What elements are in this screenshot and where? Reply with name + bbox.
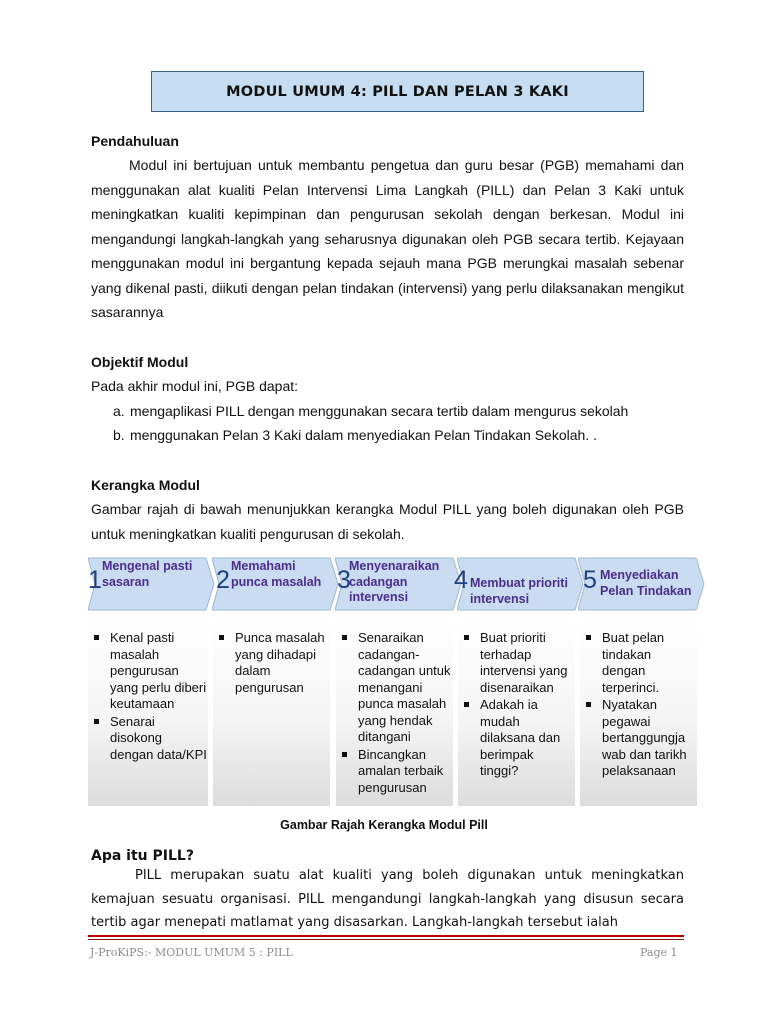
stage-1-number: 1 bbox=[88, 566, 102, 594]
stage-4-header bbox=[454, 556, 585, 612]
kerangka-heading: Kerangka Modul bbox=[91, 477, 200, 493]
pill-heading: Apa itu PILL? bbox=[91, 848, 194, 864]
stage-4-number: 4 bbox=[454, 566, 468, 594]
stage-5-bullet: Buat pelan tindakan dengan terperinci. bbox=[580, 630, 697, 696]
stage-3-header bbox=[335, 556, 463, 612]
stage-1-bullet: Kenal pasti masalah pengurusan yang perlu diberi keutamaan bbox=[88, 630, 208, 713]
objektif-item-b: b. menggunakan Pelan 3 Kaki dalam menyediakan Pelan Tindakan Sekolah. . bbox=[113, 427, 597, 443]
diagram-caption: Gambar Rajah Kerangka Modul Pill bbox=[280, 818, 488, 832]
stage-2-label: Memahami punca masalah bbox=[231, 559, 322, 589]
footer-page-number: Page 1 bbox=[640, 946, 678, 959]
stage-5-bullet: Nyatakan pegawai bertanggungja wab dan tarikh pelaksanaan bbox=[580, 697, 697, 780]
stage-3-label: Menyenaraikan cadangan intervensi bbox=[349, 559, 440, 604]
stage-2-number: 2 bbox=[216, 566, 230, 594]
stage-1-header bbox=[88, 556, 216, 612]
stage-5-body bbox=[580, 620, 697, 806]
stage-5-header bbox=[578, 556, 706, 612]
footer-module-label: J-ProKiPS:- MODUL UMUM 5 : PILL bbox=[90, 946, 293, 959]
objektif-item-a: a. mengaplikasi PILL dengan menggunakan secara tertib dalam mengurus sekolah bbox=[113, 403, 629, 419]
stage-4-bullet: Buat prioriti terhadap intervensi yang disenaraikan bbox=[458, 630, 575, 696]
stage-4-bullet: Adakah ia mudah dilaksana dan berimpak tinggi? bbox=[458, 697, 575, 780]
objektif-intro: Pada akhir modul ini, PGB dapat: bbox=[91, 378, 299, 394]
pendahuluan-paragraph: Modul ini bertujuan untuk membantu pengetua dan guru besar (PGB) memahami dan menggunakan alat kualiti Pelan Intervensi Lima Langkah (PILL) dan Pelan 3 Kaki untuk meningkatkan kualiti kepimpinan dan pengurusan sekolah dengan berkesan. Modul ini mengandungi langkah-langkah yang seharusnya digunakan oleh PGB secara tertib. Kejayaan menggunakan modul ini bergantung kepada sejauh mana PGB merungkai masalah sebenar yang dikenal pasti, diikuti dengan pelan tindakan (intervensi) yang perlu dilaksanakan mengikut sasarannya bbox=[91, 157, 684, 320]
footer-rule bbox=[88, 935, 684, 937]
stage-2-header bbox=[212, 556, 340, 612]
stage-5-label: Menyediakan Pelan Tindakan bbox=[600, 568, 692, 598]
stage-5-number: 5 bbox=[583, 566, 597, 594]
pill-framework-diagram bbox=[88, 556, 708, 808]
stage-3-bullet: Bincangkan amalan terbaik pengurusan bbox=[336, 747, 453, 797]
module-title-box bbox=[151, 71, 644, 112]
stage-1-body bbox=[88, 620, 208, 806]
stage-3-body bbox=[336, 620, 453, 806]
objektif-heading: Objektif Modul bbox=[91, 354, 189, 370]
stage-2-bullet: Punca masalah yang dihadapi dalam pengurusan bbox=[213, 630, 330, 696]
stage-3-bullet: Senaraikan cadangan-cadangan untuk menangani punca masalah yang hendak ditangani bbox=[336, 630, 453, 746]
stage-4-label: Membuat prioriti intervensi bbox=[470, 576, 568, 606]
kerangka-paragraph: Gambar rajah di bawah menunjukkan kerangka Modul PILL yang boleh digunakan oleh PGB untuk meningkatkan kualiti pengurusan di sekolah. bbox=[91, 501, 684, 542]
stage-1-bullet: Senarai disokong dengan data/KPI bbox=[88, 714, 208, 764]
pill-paragraph: PILL merupakan suatu alat kualiti yang boleh digunakan untuk meningkatkan kemajuan sesuatu organisasi. PILL mengandungi langkah-langkah yang disusun secara tertib agar menepati matlamat yang disasarkan. Langkah-langkah tersebut ialah bbox=[91, 868, 684, 930]
stage-1-label: Mengenal pasti sasaran bbox=[102, 559, 193, 589]
pendahuluan-heading: Pendahuluan bbox=[91, 133, 179, 149]
stage-4-body bbox=[458, 620, 575, 806]
module-title: MODUL UMUM 4: PILL DAN PELAN 3 KAKI bbox=[226, 83, 569, 100]
stage-2-body bbox=[213, 620, 330, 806]
stage-3-number: 3 bbox=[337, 566, 351, 594]
footer-rule-thin bbox=[88, 939, 684, 940]
